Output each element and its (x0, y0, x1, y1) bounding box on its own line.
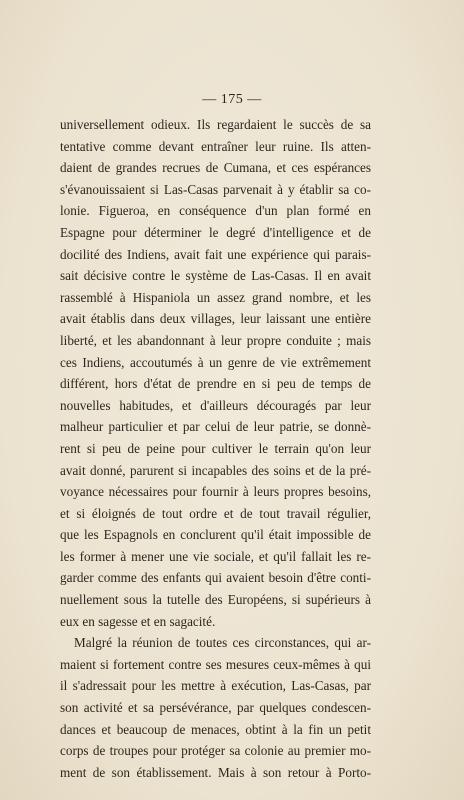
text-line: corps de troupes pour protéger sa colonie au premier mo- (60, 743, 371, 759)
text-line: lonie. Figueroa, en conséquence d'un plan formé en (60, 203, 371, 219)
text-line: son activité et sa persévérance, par quelques condescen- (60, 700, 371, 716)
body-text (60, 114, 371, 783)
text-line: docilité des Indiens, avait fait une expérience qui parais- (60, 246, 371, 262)
text-line: s'évanouissaient si Las-Casas parvenait à y établir sa co- (60, 181, 371, 197)
text-line: sait décisive contre le système de Las-Casas. Il en avait (60, 268, 371, 284)
text-line: avait donné, parurent si incapables des soins et de la pré- (60, 462, 371, 478)
text-line: et si éloignés de tout ordre et de tout travail régulier, (60, 505, 371, 521)
text-line: rent si peu de peine pour cultiver le terrain qu'on leur (60, 440, 371, 456)
text-line: voyance nécessaires pour fournir à leurs propres besoins, (60, 484, 371, 500)
text-line: universellement odieux. Ils regardaient le succès de sa (60, 117, 371, 132)
text-line: liberté, et les abandonnant à leur propre conduite ; mais (60, 332, 371, 348)
text-line: que les Espagnols en conclurent qu'il était impossible de (60, 527, 371, 543)
text-line: maient si fortement contre ses mesures ceux-mêmes à qui (60, 656, 371, 672)
text-line: rassemblé à Hispaniola un assez grand nombre, et les (60, 289, 371, 305)
text-line: il s'adressait pour les mettre à exécution, Las-Casas, par (60, 678, 371, 694)
text-line: ces Indiens, accoutumés à un genre de vie extrêmement (60, 354, 371, 370)
text-line: ment de son établissement. Mais à son retour à Porto- (60, 764, 371, 780)
text-line: tentative comme devant entraîner leur ruine. Ils atten- (60, 138, 371, 154)
text-line: nuellement sous la tutelle des Européens, si supérieurs à (60, 592, 371, 608)
text-line: eux en sagesse et en sagacité. (60, 613, 216, 629)
page-number: — 175 — (202, 92, 262, 107)
text-line: dances et beaucoup de menaces, obtint à la fin un petit (60, 721, 371, 737)
text-line: différent, hors d'état de prendre en si peu de temps de (60, 376, 371, 392)
text-line: les former à mener une vie sociale, et qu'il fallait les re- (60, 548, 371, 564)
text-line: daient de grandes recrues de Cumana, et ces espérances (60, 160, 371, 176)
text-line: garder comme des enfants qui avaient besoin d'être conti- (60, 570, 371, 586)
text-line: avait établis dans deux villages, leur laissant une entière (60, 311, 371, 327)
text-line: Malgré la réunion de toutes ces circonstances, qui ar- (74, 635, 371, 651)
text-line: malheur particulier et par celui de leur patrie, se donnè- (60, 419, 371, 435)
text-line: nouvelles habitudes, et d'ailleurs découragés par leur (60, 397, 371, 413)
text-line: Espagne pour déterminer le degré d'intelligence et de (60, 224, 371, 240)
